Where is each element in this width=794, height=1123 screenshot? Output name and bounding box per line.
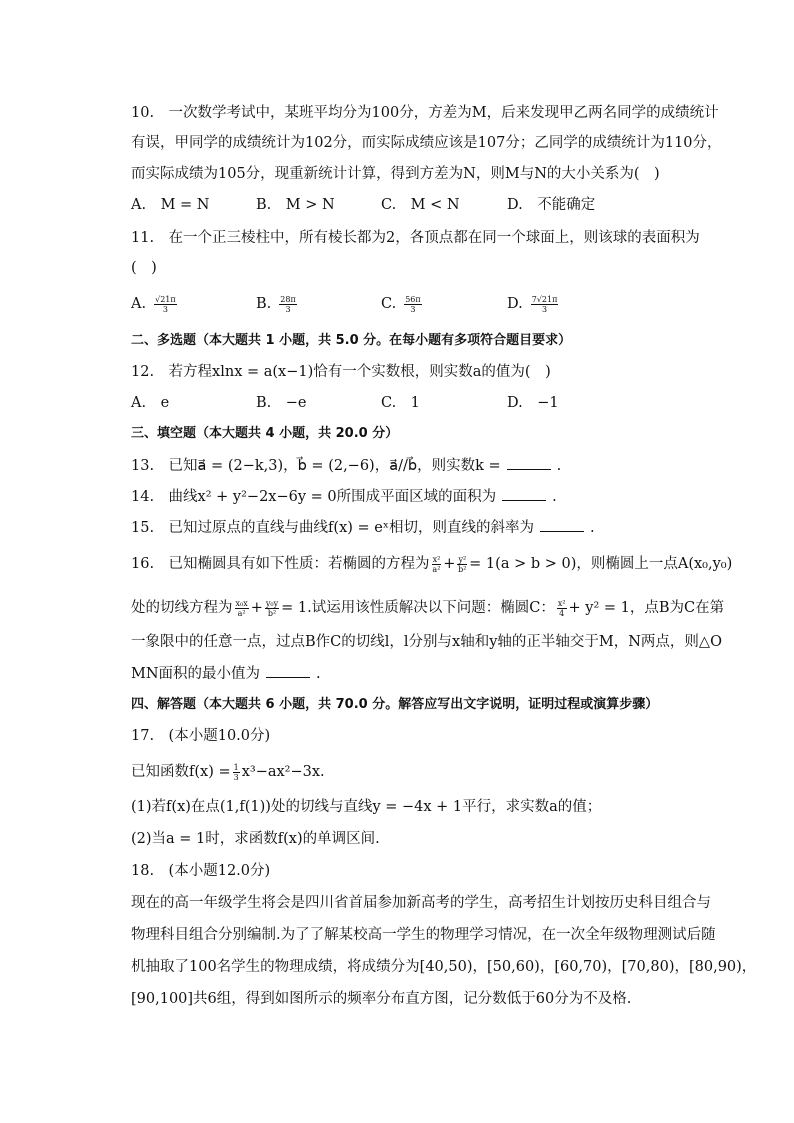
q18-line-2: 物理科目组合分别编制.为了了解某校高一学生的物理学习情况，在一次全年级物理测试后随 <box>131 927 716 943</box>
q17-fraction-one-third <box>233 763 240 782</box>
q11-option-d <box>507 294 560 314</box>
q11-option-c-fraction <box>404 295 421 314</box>
section-2-heading: 二、多选题（本大题共 1 小题，共 5.0 分。在每小题有多项符合题目要求） <box>131 333 572 348</box>
q15 <box>131 517 595 538</box>
q11-option-b-denominator: 3 <box>285 304 291 314</box>
q16-fraction-3-denominator: a² <box>237 608 246 618</box>
q11-option-b-label: B. <box>256 296 272 312</box>
q13-end: . <box>556 458 562 474</box>
q17-line-1 <box>131 762 325 782</box>
q14 <box>131 486 557 507</box>
q17-fraction-numerator: 1 <box>233 762 239 772</box>
q11-option-c-label: C. <box>381 296 397 312</box>
section-3-heading: 三、填空题（本大题共 4 小题，共 20.0 分） <box>131 426 399 441</box>
q16-fraction-1-numerator: x² <box>432 554 441 564</box>
q16-fraction-3-numerator: x₀x <box>235 598 248 608</box>
q16-answer-blank <box>266 663 310 678</box>
q10-line-1: 10. 一次数学考试中，某班平均分为100分，方差为M，后来发现甲乙两名同学的成绩统计 <box>131 105 719 121</box>
q14-answer-blank <box>502 486 546 501</box>
q12-line-1: 12. 若方程xlnx = a(x−1)恰有一个实数根，则实数a的值为( ) <box>131 364 551 380</box>
q11-option-c-denominator: 3 <box>410 304 416 314</box>
q16-line-2 <box>131 598 724 618</box>
q18-line-4: [90,100]共6组，得到如图所示的频率分布直方图，记分数低于60分为不及格. <box>131 991 632 1007</box>
q13-answer-blank <box>507 455 551 470</box>
q18-line-1: 现在的高一年级学生将会是四川省首届参加新高考的学生，高考招生计划按历史科目组合与 <box>131 895 711 911</box>
q13 <box>131 455 561 476</box>
q17-line-1-end: x³−ax²−3x. <box>241 764 325 780</box>
q14-text: 14. 曲线x² + y²−2x−6y = 0所围成平面区域的面积为 <box>131 489 497 505</box>
q11-options <box>131 294 691 314</box>
q16-fraction-2-numerator: y² <box>458 554 467 564</box>
q10-option-c: C. M < N <box>381 197 460 213</box>
q11-option-a-label: A. <box>131 296 147 312</box>
q15-text: 15. 已知过原点的直线与曲线f(x) = eˣ相切，则直线的斜率为 <box>131 520 535 536</box>
q16-line-2-middle: = 1.试运用该性质解决以下问题：椭圆C： <box>281 600 555 616</box>
q16-fraction-4-numerator: y₀y <box>265 598 279 608</box>
q12-option-b: B. −e <box>256 395 307 411</box>
q16-line-4-text: MN面积的最小值为 <box>131 666 261 682</box>
q16-end: . <box>316 666 321 682</box>
q17-part-1: (1)若f(x)在点(1,f(1))处的切线与直线y = −4x + 1平行，求实数a的值； <box>131 799 602 815</box>
q11-option-a-numerator: √21π <box>155 294 176 304</box>
q11-line-1: 11. 在一个正三棱柱中，所有棱长都为2，各顶点都在同一个球面上，则该球的表面积为 <box>131 230 700 246</box>
q16-fraction-1-denominator: a² <box>432 564 441 574</box>
q16-line-1-end: = 1(a > b > 0)，则椭圆上一点A(x₀,y₀) <box>469 556 733 572</box>
q12-option-d: D. −1 <box>507 395 559 411</box>
q18-line-3: 机抽取了100名学生的物理成绩，将成绩分为[40,50)，[50,60)，[60,70)，[70,80)，[80,90)， <box>131 959 757 975</box>
q10-options <box>131 195 691 215</box>
q12-option-a: A. e <box>131 395 170 411</box>
q11-line-2: ( ) <box>131 260 157 276</box>
q16-plus: + <box>443 556 456 572</box>
q11-option-b-numerator: 28π <box>280 294 296 304</box>
q16-fraction-5-numerator: x² <box>557 598 566 608</box>
q11-option-d-denominator: 3 <box>541 304 548 314</box>
q10-option-d: D. 不能确定 <box>507 197 596 213</box>
q17-title: 17. (本小题10.0分) <box>131 728 271 744</box>
section-4-heading: 四、解答题（本大题共 6 小题，共 70.0 分。解答应写出文字说明，证明过程或演算步骤） <box>131 697 659 712</box>
q16-fraction-5-denominator: 4 <box>559 608 565 618</box>
q10-option-b: B. M > N <box>256 197 335 213</box>
q12-options <box>131 393 691 413</box>
q11-option-a <box>131 294 179 314</box>
q15-end: . <box>590 520 595 536</box>
q11-option-c <box>381 294 424 314</box>
q16-line-1 <box>131 554 732 574</box>
q11-option-b-fraction <box>279 295 296 314</box>
q16-fraction-x2-4 <box>557 599 567 618</box>
q11-option-c-numerator: 56π <box>405 294 421 304</box>
q16-fraction-y0y-b2 <box>265 599 279 618</box>
q10-option-a: A. M = N <box>131 197 210 213</box>
q16-fraction-x2-a2 <box>432 555 442 574</box>
q17-line-1-start: 已知函数f(x) = <box>131 764 231 780</box>
q16-line-1-start: 16. 已知椭圆具有如下性质：若椭圆的方程为 <box>131 556 430 572</box>
q13-text: 13. 已知a⃗ = (2−k,3)，b⃗ = (2,−6)，a⃗//b⃗，则实数k = <box>131 458 501 474</box>
q16-line-3: 一象限中的任意一点，过点B作C的切线l，l分别与x轴和y轴的正半轴交于M，N两点，则△O <box>131 634 722 650</box>
q12-option-c: C. 1 <box>381 395 420 411</box>
q11-option-b <box>256 294 299 314</box>
q11-option-a-denominator: 3 <box>162 304 168 314</box>
q16-plus-2: + <box>250 600 263 616</box>
q16-fraction-4-denominator: b² <box>267 608 277 618</box>
q11-option-d-numerator: 7√21π <box>531 294 558 304</box>
q11-option-d-fraction <box>531 295 559 314</box>
q18-title: 18. (本小题12.0分) <box>131 863 271 879</box>
q16-fraction-x0x-a2 <box>235 599 249 618</box>
q17-part-2: (2)当a = 1时，求函数f(x)的单调区间. <box>131 831 380 847</box>
q16-fraction-y2-b2 <box>457 555 467 574</box>
q16-fraction-2-denominator: b² <box>458 564 467 574</box>
q15-answer-blank <box>540 517 584 532</box>
q11-option-d-label: D. <box>507 296 523 312</box>
q17-fraction-denominator: 3 <box>233 772 239 782</box>
q10-line-3: 而实际成绩为105分，现重新统计计算，得到方差为N，则M与N的大小关系为( ) <box>131 166 660 182</box>
q16-line-2-end: + y² = 1，点B为C在第 <box>568 600 725 616</box>
q10-line-2: 有误，甲同学的成绩统计为102分，而实际成绩应该是107分；乙同学的成绩统计为110分， <box>131 135 722 151</box>
q11-option-a-fraction <box>154 295 177 314</box>
q14-end: . <box>552 489 557 505</box>
q16-line-4 <box>131 663 321 684</box>
q16-line-2-start: 处的切线方程为 <box>131 600 233 616</box>
